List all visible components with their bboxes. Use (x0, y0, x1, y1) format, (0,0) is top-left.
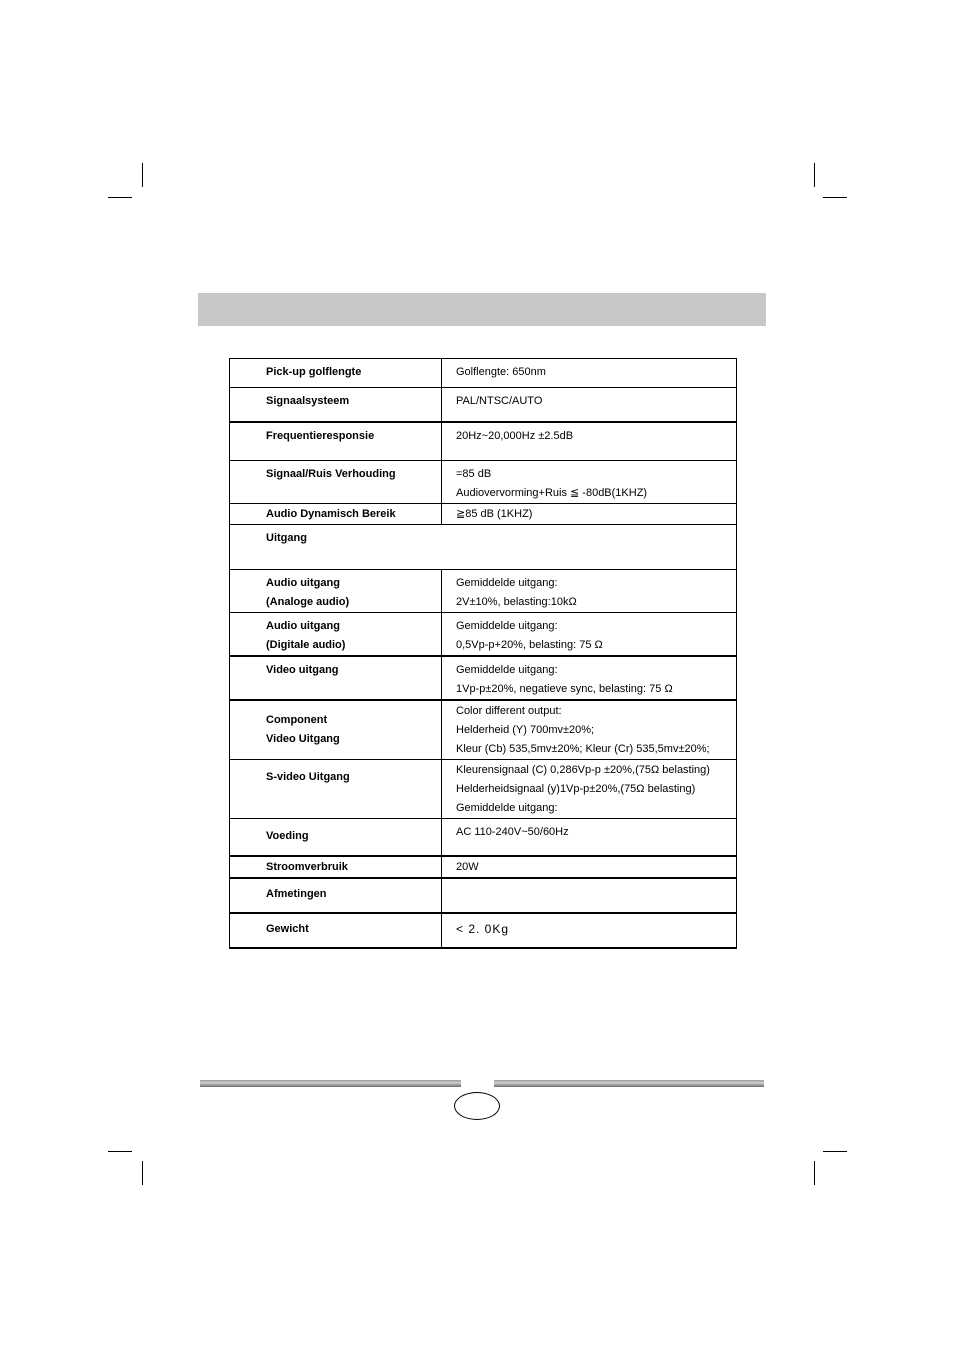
crop-mark-top-right-v (814, 163, 815, 187)
spec-value (442, 570, 737, 613)
spec-value-line: Color different output: (456, 705, 562, 717)
table-row (230, 570, 737, 613)
spec-value (442, 656, 737, 700)
spec-label-line: Frequentieresponsie (266, 429, 375, 442)
table-row (230, 359, 737, 388)
spec-value-line: 20W (456, 860, 479, 873)
table-row (230, 525, 737, 570)
spec-label-line: Video uitgang (266, 664, 339, 676)
spec-value-line: PAL/NTSC/AUTO (456, 395, 543, 407)
spec-value-line: =85 dB (456, 468, 492, 480)
spec-label-line: Audio uitgang (266, 577, 340, 589)
crop-mark-bottom-left-h (108, 1151, 132, 1152)
spec-value (442, 878, 737, 913)
spec-label-line: S-video Uitgang (266, 771, 350, 783)
spec-label (230, 656, 442, 700)
spec-label-line: (Analoge audio) (266, 596, 350, 608)
spec-value (442, 461, 737, 504)
spec-label-line: Audio uitgang (266, 620, 340, 632)
spec-label-line: Component (266, 714, 328, 726)
spec-label (230, 570, 442, 613)
spec-label-line: Audio Dynamisch Bereik (266, 508, 396, 520)
crop-mark-top-right-h (823, 197, 847, 198)
spec-value-line: Gemiddelde uitgang: (456, 620, 558, 632)
table-row (230, 913, 737, 948)
crop-mark-top-left-h (108, 197, 132, 198)
spec-value-line: Gemiddelde uitgang: (456, 577, 558, 589)
spec-value-line: Helderheidsignaal (y)1Vp-p±20%,(75Ω belasting) (456, 783, 696, 795)
spec-label-line: Signaalsysteem (266, 395, 350, 407)
spec-section-label (230, 525, 737, 570)
spec-value (442, 422, 737, 461)
table-row (230, 856, 737, 878)
spec-value-line: Golflengte: 650nm (456, 366, 546, 378)
spec-label-line: Gewicht (266, 922, 309, 935)
spec-label-line: Afmetingen (266, 887, 327, 900)
spec-label (230, 422, 442, 461)
spec-value (442, 856, 737, 878)
table-row (230, 388, 737, 422)
table-row (230, 700, 737, 760)
spec-value (442, 359, 737, 388)
table-row (230, 461, 737, 504)
spec-label-line: Signaal/Ruis Verhouding (266, 468, 396, 480)
spec-value (442, 700, 737, 760)
footer-rule-left (200, 1080, 461, 1087)
spec-label (230, 856, 442, 878)
spec-label (230, 504, 442, 525)
spec-label (230, 613, 442, 657)
table-row (230, 613, 737, 657)
spec-label-line: Pick-up golflengte (266, 366, 362, 378)
spec-label (230, 359, 442, 388)
spec-value-line: 1Vp-p±20%, negatieve sync, belasting: 75 Ω (456, 683, 673, 695)
table-row (230, 819, 737, 856)
spec-label (230, 760, 442, 819)
spec-label-line: Uitgang (266, 532, 307, 544)
spec-label-line: Stroomverbruik (266, 860, 348, 873)
spec-label (230, 878, 442, 913)
spec-label (230, 461, 442, 504)
spec-value-line: 2V±10%, belasting:10kΩ (456, 596, 577, 608)
spec-value (442, 613, 737, 657)
spec-value-line: Gemiddelde uitgang: (456, 802, 558, 814)
spec-value-line: ≧85 dB (1KHZ) (456, 508, 533, 520)
spec-value (442, 819, 737, 856)
spec-value-line: < 2. 0Kg (456, 921, 510, 936)
spec-value-line: 20Hz~20,000Hz ±2.5dB (456, 429, 574, 442)
spec-value-line: Gemiddelde uitgang: (456, 664, 558, 676)
table-row (230, 878, 737, 913)
table-row (230, 656, 737, 700)
spec-value (442, 913, 737, 948)
page-number-oval (454, 1092, 500, 1120)
crop-mark-bottom-left-v (142, 1161, 143, 1185)
spec-label-line: Voeding (266, 830, 309, 842)
spec-label (230, 700, 442, 760)
spec-label (230, 388, 442, 422)
table-row (230, 504, 737, 525)
footer-rule-right (494, 1080, 764, 1087)
spec-label (230, 913, 442, 948)
spec-value-line: AC 110-240V~50/60Hz (456, 826, 569, 838)
section-header-band (198, 293, 766, 326)
spec-value (442, 388, 737, 422)
spec-label-line: Video Uitgang (266, 733, 340, 745)
table-row (230, 760, 737, 819)
spec-label (230, 819, 442, 856)
spec-label-line: (Digitale audio) (266, 639, 346, 651)
crop-mark-bottom-right-v (814, 1161, 815, 1185)
spec-value (442, 760, 737, 819)
spec-table (229, 358, 737, 949)
spec-value-line: 0,5Vp-p+20%, belasting: 75 Ω (456, 639, 603, 651)
crop-mark-top-left-v (142, 163, 143, 187)
spec-value (442, 504, 737, 525)
spec-value-line: Audiovervorming+Ruis ≦ -80dB(1KHZ) (456, 487, 648, 499)
spec-value-line: Kleurensignaal (C) 0,286Vp-p ±20%,(75Ω belasting) (456, 764, 710, 776)
spec-value-line: Helderheid (Y) 700mv±20%; (456, 724, 595, 736)
crop-mark-bottom-right-h (823, 1151, 847, 1152)
spec-value-line: Kleur (Cb) 535,5mv±20%; Kleur (Cr) 535,5mv±20%; (456, 743, 710, 755)
table-row (230, 422, 737, 461)
